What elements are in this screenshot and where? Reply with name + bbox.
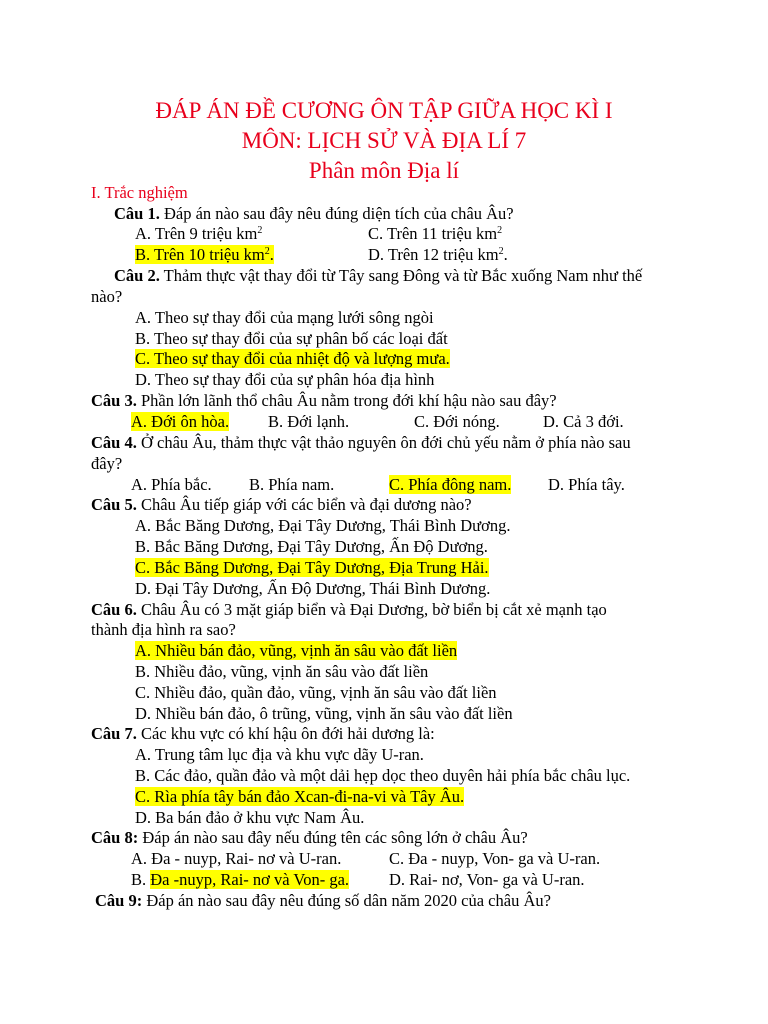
question-7 — [91, 724, 435, 744]
q8-option-b: B. Đa -nuyp, Rai- nơ và Von- ga. — [131, 870, 350, 889]
q2-option-d: D. Theo sự thay đổi của sự phân hóa địa hình — [135, 370, 435, 389]
q8-option-c: C. Đa - nuyp, Von- ga và U-ran. — [389, 849, 601, 868]
q3-option-d: D. Cả 3 đới. — [543, 412, 624, 431]
q3-option-c: C. Đới nóng. — [414, 412, 500, 431]
title-line-1: ĐÁP ÁN ĐỀ CƯƠNG ÔN TẬP GIỮA HỌC KÌ I — [155, 98, 613, 123]
question-1-text: Đáp án nào sau đây nêu đúng diện tích của châu Âu? — [163, 204, 514, 223]
q7-option-a: A. Trung tâm lục địa và khu vực dãy U-ran. — [135, 745, 424, 764]
answer-highlight: C. Bắc Băng Dương, Đại Tây Dương, Địa Trung Hải. — [135, 558, 489, 577]
q1-option-a: A. Trên 9 triệu $km^2$ — [135, 224, 263, 243]
question-1 — [114, 204, 514, 224]
q5-option-c — [135, 558, 489, 578]
q3-option-b: B. Đới lạnh. — [268, 412, 350, 431]
question-7-label: Câu 7. — [91, 724, 137, 743]
question-8 — [91, 828, 528, 848]
question-4-text: Ở châu Âu, thảm thực vật thảo nguyên ôn đới chủ yếu nằm ở phía nào sau — [140, 433, 631, 452]
question-4-text-cont: đây? — [91, 454, 123, 473]
q1-option-c: C. Trên 11 triệu $km^2$ — [368, 224, 503, 243]
q6-option-b: B. Nhiều đảo, vũng, vịnh ăn sâu vào đất liền — [135, 662, 429, 681]
q4-option-c — [389, 475, 511, 495]
question-6 — [91, 600, 607, 620]
question-1-label: Câu 1. — [114, 204, 160, 223]
question-4-label: Câu 4. — [91, 433, 137, 452]
q1-option-b — [135, 245, 274, 265]
question-7-text: Các khu vực có khí hậu ôn đới hải dương là: — [140, 724, 435, 743]
question-2-text-cont: nào? — [91, 287, 123, 306]
q2-option-b: B. Theo sự thay đổi của sự phân bố các loại đất — [135, 329, 448, 348]
q5-option-d: D. Đại Tây Dương, Ấn Độ Dương, Thái Bình Dương. — [135, 579, 491, 598]
title-line-3: Phân môn Địa lí — [308, 158, 460, 183]
q6-option-d: D. Nhiều bán đảo, ô trũng, vũng, vịnh ăn sâu vào đất liền — [135, 704, 513, 723]
answer-highlight: Đa -nuyp, Rai- nơ và Von- ga. — [150, 870, 350, 889]
question-9 — [95, 891, 551, 911]
q4-option-a: A. Phía bắc. — [131, 475, 212, 494]
question-2 — [114, 266, 642, 286]
question-8-text: Đáp án nào sau đây nếu đúng tên các sông lớn ở châu Âu? — [142, 828, 528, 847]
q7-option-d: D. Ba bán đảo ở khu vực Nam Âu. — [135, 808, 365, 827]
answer-highlight: A. Đới ôn hòa. — [131, 412, 230, 431]
question-6-text: Châu Âu có 3 mặt giáp biển và Đại Dương, bờ biển bị cắt xẻ mạnh tạo — [140, 600, 607, 619]
q2-option-c — [135, 349, 450, 369]
section-heading: I. Trắc nghiệm — [91, 183, 188, 202]
answer-highlight: B. Trên 10 triệu $km^2$. — [135, 245, 274, 264]
question-6-label: Câu 6. — [91, 600, 137, 619]
title-line-2: MÔN: LỊCH SỬ VÀ ĐỊA LÍ 7 — [241, 128, 527, 153]
answer-highlight: C. Rìa phía tây bán đảo Xcan-đi-na-vi và Tây Âu. — [135, 787, 465, 806]
question-5-text: Châu Âu tiếp giáp với các biển và đại dương nào? — [140, 495, 472, 514]
question-2-text: Thảm thực vật thay đổi từ Tây sang Đông và từ Bắc xuống Nam như thế — [163, 266, 643, 285]
q1-option-d: D. Trên 12 triệu $km^2$. — [368, 245, 508, 264]
q4-option-d: D. Phía tây. — [548, 475, 625, 494]
answer-highlight: A. Nhiều bán đảo, vũng, vịnh ăn sâu vào đất liền — [135, 641, 458, 660]
question-3 — [91, 391, 557, 411]
question-2-label: Câu 2. — [114, 266, 160, 285]
q7-option-b: B. Các đảo, quần đảo và một dải hẹp dọc theo duyên hải phía bắc châu lục. — [135, 766, 631, 785]
q2-option-a: A. Theo sự thay đổi của mạng lưới sông ngòi — [135, 308, 434, 327]
question-3-label: Câu 3. — [91, 391, 137, 410]
question-9-label: Câu 9: — [95, 891, 143, 910]
q3-option-a — [131, 412, 229, 432]
question-5-label: Câu 5. — [91, 495, 137, 514]
q6-option-c: C. Nhiều đảo, quần đảo, vũng, vịnh ăn sâu vào đất liền — [135, 683, 497, 702]
question-3-text: Phần lớn lãnh thổ châu Âu nằm trong đới khí hậu nào sau đây? — [140, 391, 557, 410]
question-8-label: Câu 8: — [91, 828, 139, 847]
question-6-text-cont: thành địa hình ra sao? — [91, 620, 236, 639]
q5-option-b: B. Bắc Băng Dương, Đại Tây Dương, Ấn Độ Dương. — [135, 537, 488, 556]
q6-option-a — [135, 641, 457, 661]
q4-option-b: B. Phía nam. — [249, 475, 335, 494]
question-4 — [91, 433, 631, 453]
question-5 — [91, 495, 472, 515]
q8-option-a: A. Đa - nuyp, Rai- nơ và U-ran. — [131, 849, 342, 868]
answer-highlight: C. Theo sự thay đổi của nhiệt độ và lượng mưa. — [135, 349, 450, 368]
q5-option-a: A. Bắc Băng Dương, Đại Tây Dương, Thái Bình Dương. — [135, 516, 511, 535]
q7-option-c — [135, 787, 464, 807]
q8-option-d: D. Rai- nơ, Von- ga và U-ran. — [389, 870, 585, 889]
question-9-text: Đáp án nào sau đây nêu đúng số dân năm 2020 của châu Âu? — [146, 891, 551, 910]
answer-highlight: C. Phía đông nam. — [389, 475, 512, 494]
